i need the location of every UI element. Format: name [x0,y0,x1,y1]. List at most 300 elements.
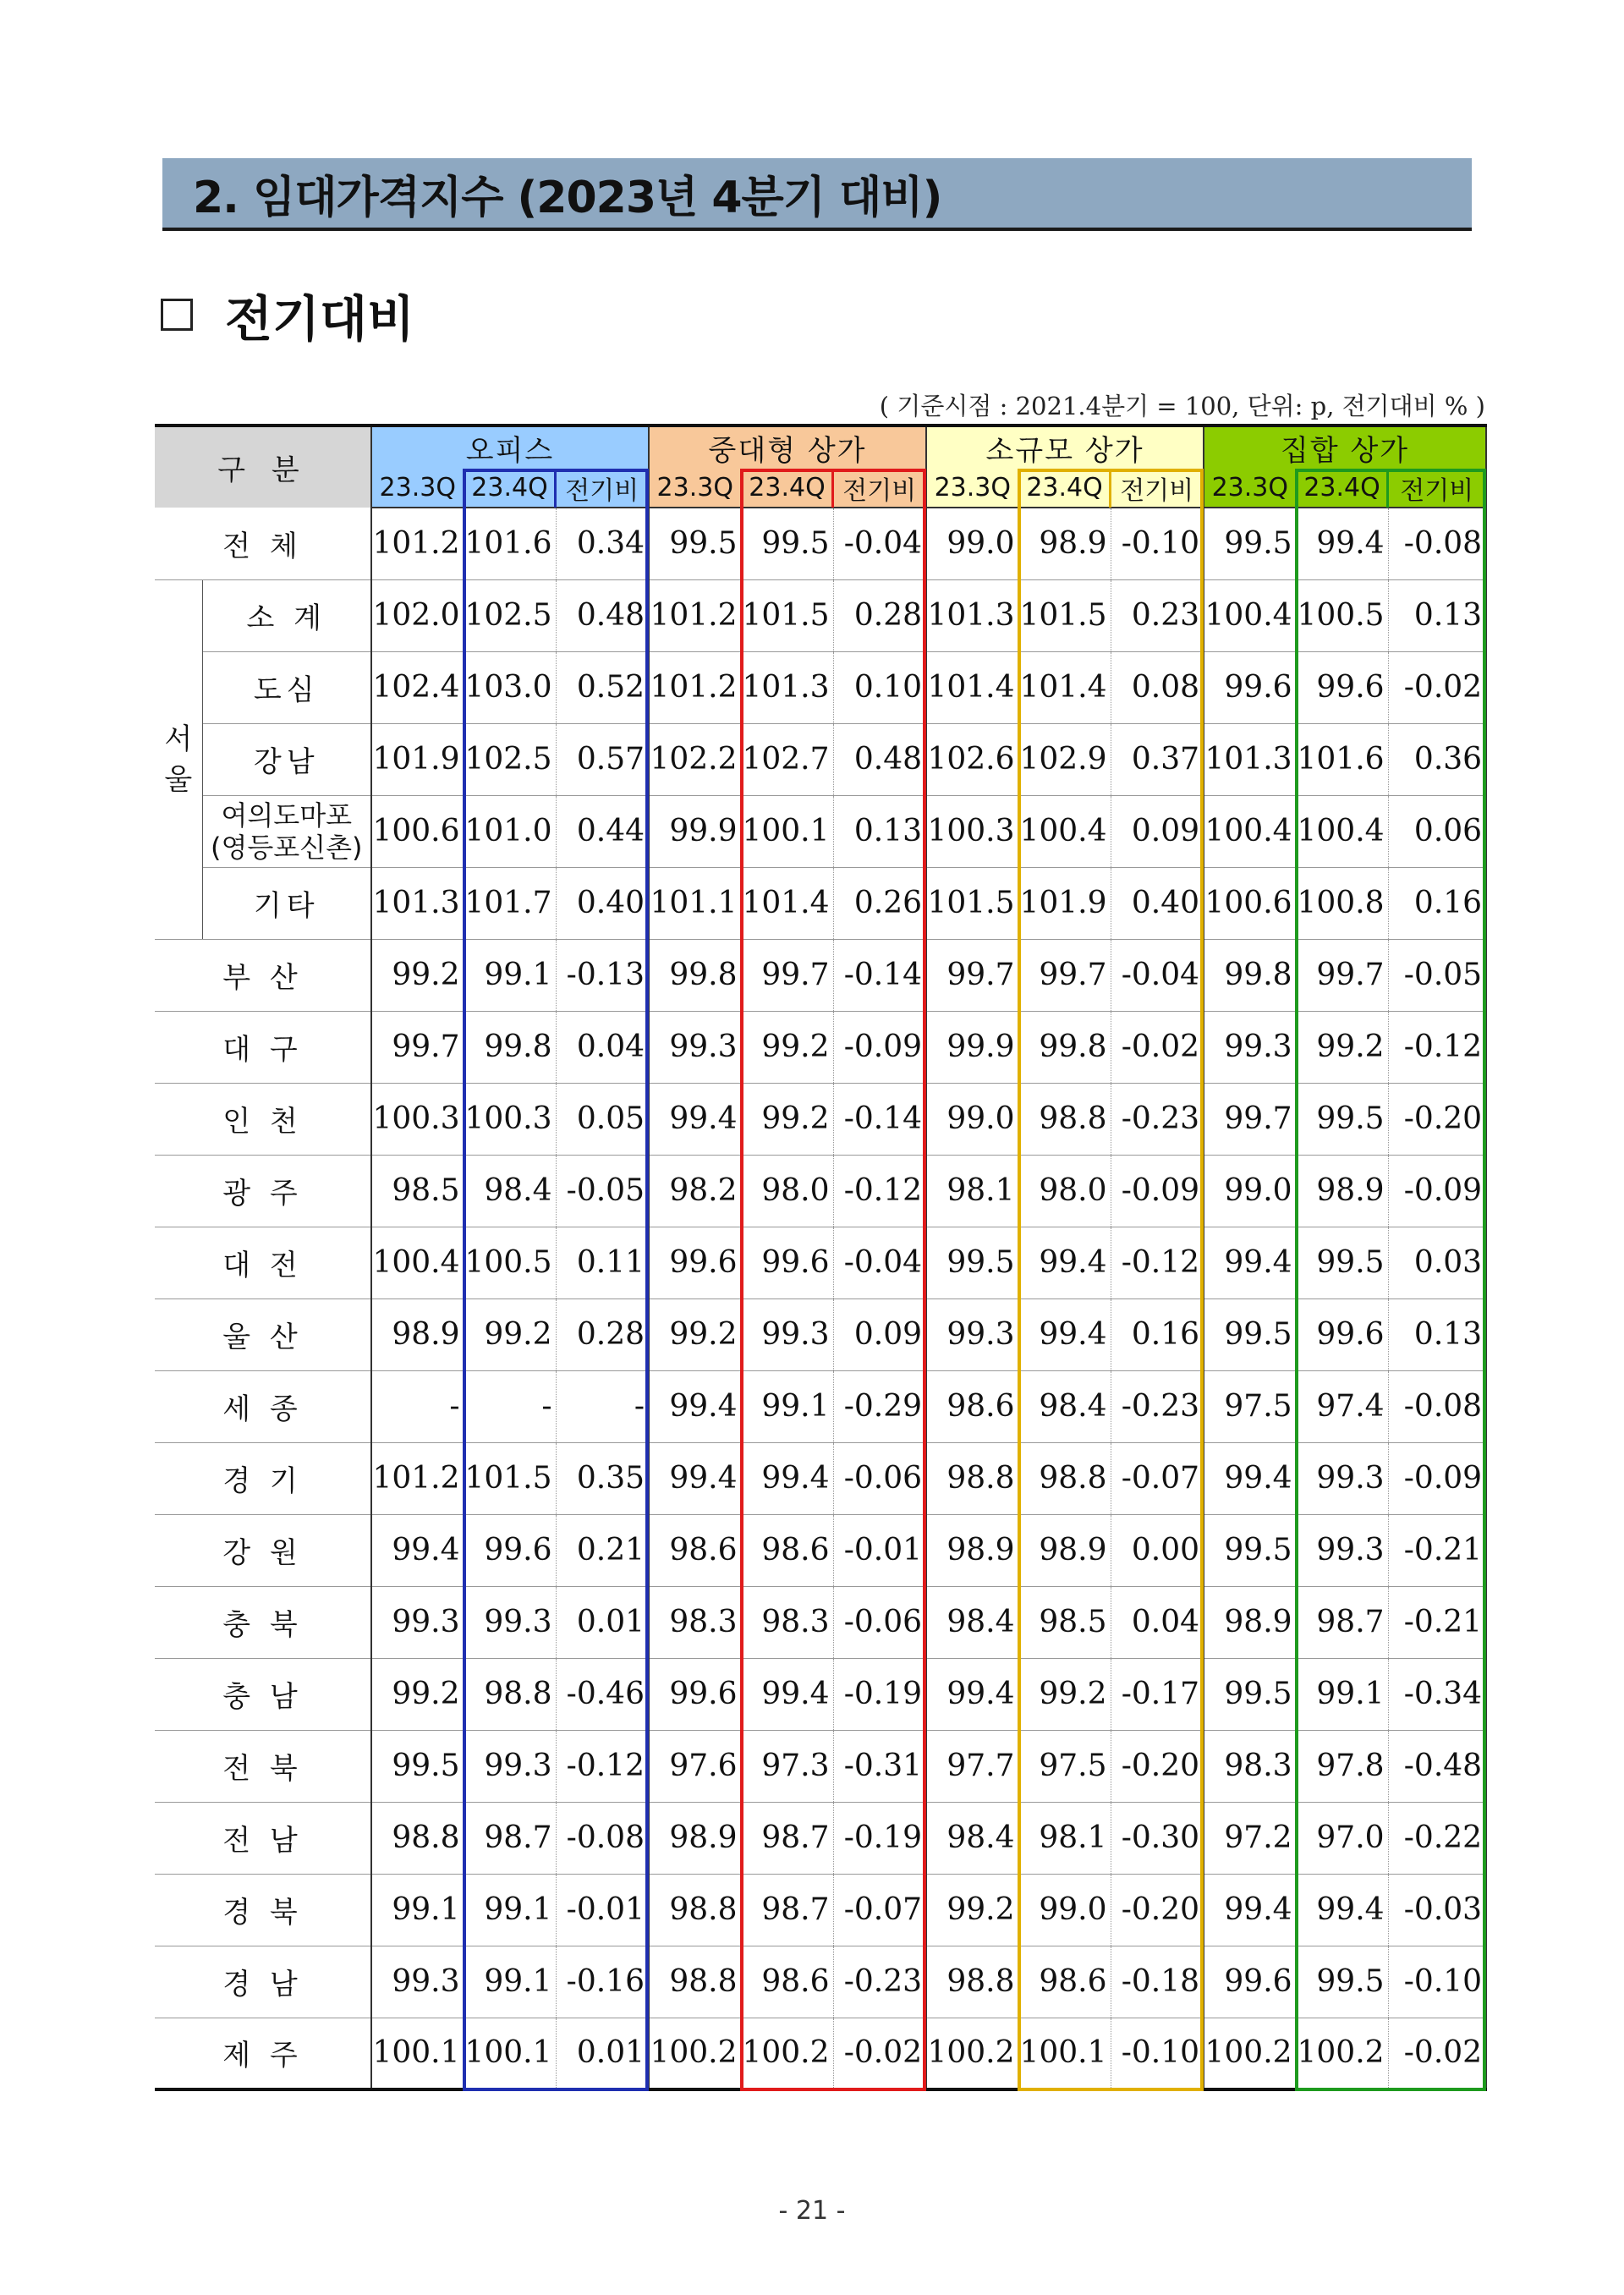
value-cell: 101.2 [649,651,741,723]
value-cell: 99.4 [649,1370,741,1442]
value-cell: 99.4 [371,1514,464,1586]
value-cell: -0.20 [1111,1874,1204,1946]
value-cell: 99.1 [1296,1658,1388,1730]
value-cell: 99.2 [741,1083,833,1155]
row-label: 광 주 [155,1155,371,1227]
value-cell: 99.8 [464,1011,556,1083]
value-cell: 99.5 [1296,1227,1388,1298]
value-cell: 100.6 [1204,867,1296,939]
value-cell: 0.37 [1111,723,1204,795]
value-cell: -0.12 [556,1730,649,1802]
value-cell: -0.08 [1388,1370,1486,1442]
row-label: 강 원 [155,1514,371,1586]
value-cell: -0.04 [1111,939,1204,1011]
value-cell: 100.5 [464,1227,556,1298]
value-cell: 102.5 [464,723,556,795]
value-cell: 99.7 [1296,939,1388,1011]
value-cell: 0.21 [556,1514,649,1586]
value-cell: 100.4 [1296,795,1388,867]
value-cell: 100.4 [371,1227,464,1298]
table-row [155,795,1486,867]
value-cell: -0.30 [1111,1802,1204,1874]
value-cell: 99.7 [1204,1083,1296,1155]
value-cell: 101.5 [926,867,1018,939]
value-cell: 0.23 [1111,579,1204,651]
value-cell: - [464,1370,556,1442]
row-label: 충 북 [155,1586,371,1658]
value-cell: 98.9 [1018,1514,1111,1586]
value-cell: 100.4 [1204,579,1296,651]
value-cell: 0.40 [556,867,649,939]
value-cell: 98.1 [1018,1802,1111,1874]
value-cell: -0.01 [833,1514,926,1586]
value-cell: 0.10 [833,651,926,723]
subcol-header: 23.4Q [1018,469,1111,508]
table-row [155,579,1486,651]
value-cell: -0.08 [556,1802,649,1874]
row-label: 경 기 [155,1442,371,1514]
value-cell: 99.2 [371,939,464,1011]
value-cell: -0.17 [1111,1658,1204,1730]
row-label: 소 계 [202,579,371,651]
value-cell: 99.0 [926,1083,1018,1155]
value-cell: 100.3 [371,1083,464,1155]
table-row [155,508,1486,579]
value-cell: 0.57 [556,723,649,795]
value-cell: 0.03 [1388,1227,1486,1298]
value-cell: -0.12 [1111,1227,1204,1298]
value-cell: 98.8 [1018,1083,1111,1155]
value-cell: 98.9 [1296,1155,1388,1227]
value-cell: 98.6 [649,1514,741,1586]
value-cell: 98.9 [371,1298,464,1370]
value-cell: 101.6 [1296,723,1388,795]
value-cell: 99.5 [1204,1298,1296,1370]
subcol-header: 전기비 [833,469,926,508]
subcol-header: 전기비 [1388,469,1486,508]
value-cell: 99.3 [926,1298,1018,1370]
value-cell: 98.8 [926,1442,1018,1514]
value-cell: 99.4 [926,1658,1018,1730]
value-cell: 99.0 [926,508,1018,579]
value-cell: 0.13 [833,795,926,867]
value-cell: 99.5 [1296,1946,1388,2018]
table-row [155,1658,1486,1730]
value-cell: 100.2 [1204,2018,1296,2089]
table-row [155,1011,1486,1083]
row-label: 경 북 [155,1874,371,1946]
value-cell: 0.34 [556,508,649,579]
value-cell: 0.16 [1388,867,1486,939]
value-cell: 102.0 [371,579,464,651]
value-cell: 101.3 [371,867,464,939]
table-row [155,1946,1486,2018]
row-label: 여의도마포 (영등포신촌) [202,795,371,867]
value-cell: 99.4 [1018,1298,1111,1370]
subcol-header: 전기비 [1111,469,1204,508]
value-cell: 99.6 [1204,651,1296,723]
value-cell: 98.7 [741,1802,833,1874]
value-cell: 97.2 [1204,1802,1296,1874]
value-cell: - [556,1370,649,1442]
row-label: 울 산 [155,1298,371,1370]
value-cell: 97.0 [1296,1802,1388,1874]
row-label: 전 체 [155,508,371,579]
value-cell: 99.6 [464,1514,556,1586]
value-cell: 101.4 [741,867,833,939]
value-cell: 99.8 [649,939,741,1011]
value-cell: 99.1 [371,1874,464,1946]
value-cell: -0.29 [833,1370,926,1442]
value-cell: 98.9 [649,1802,741,1874]
value-cell: 98.2 [649,1155,741,1227]
value-cell: -0.14 [833,939,926,1011]
value-cell: 99.2 [741,1011,833,1083]
subcol-header: 23.4Q [741,469,833,508]
value-cell: -0.20 [1111,1730,1204,1802]
value-cell: 0.26 [833,867,926,939]
value-cell: -0.21 [1388,1514,1486,1586]
value-cell: -0.10 [1111,2018,1204,2089]
value-cell: 100.8 [1296,867,1388,939]
value-cell: 98.4 [1018,1370,1111,1442]
value-cell: 99.4 [1296,1874,1388,1946]
value-cell: 0.08 [1111,651,1204,723]
table-row [155,1802,1486,1874]
value-cell: 0.05 [556,1083,649,1155]
value-cell: 100.2 [1296,2018,1388,2089]
value-cell: 99.3 [1296,1442,1388,1514]
value-cell: 101.1 [649,867,741,939]
value-cell: 98.8 [371,1802,464,1874]
value-cell: 98.7 [464,1802,556,1874]
value-cell: 101.5 [1018,579,1111,651]
value-cell: 99.5 [926,1227,1018,1298]
value-cell: 0.52 [556,651,649,723]
value-cell: 98.5 [371,1155,464,1227]
value-cell: -0.19 [833,1802,926,1874]
value-cell: 99.8 [1018,1011,1111,1083]
table-row [155,1370,1486,1442]
value-cell: 99.6 [649,1658,741,1730]
value-cell: 99.7 [371,1011,464,1083]
row-label: 제 주 [155,2018,371,2089]
value-cell: - [371,1370,464,1442]
value-cell: 98.3 [741,1586,833,1658]
subcol-header: 23.3Q [649,469,741,508]
value-cell: -0.05 [556,1155,649,1227]
value-cell: 100.3 [926,795,1018,867]
row-label: 세 종 [155,1370,371,1442]
value-cell: 101.4 [926,651,1018,723]
corner-label: 구 분 [155,426,371,508]
value-cell: -0.09 [1111,1155,1204,1227]
value-cell: 98.6 [741,1514,833,1586]
subheading-text: 전기대비 [225,290,415,348]
subcol-header: 23.4Q [464,469,556,508]
value-cell: 101.2 [649,579,741,651]
value-cell: -0.22 [1388,1802,1486,1874]
value-cell: 99.3 [649,1011,741,1083]
value-cell: 101.2 [371,508,464,579]
value-cell: 0.01 [556,2018,649,2089]
value-cell: 102.4 [371,651,464,723]
subcol-header: 전기비 [556,469,649,508]
value-cell: 99.6 [649,1227,741,1298]
value-cell: 100.4 [1018,795,1111,867]
value-cell: 99.5 [1204,1658,1296,1730]
value-cell: 98.8 [464,1658,556,1730]
value-cell: 99.3 [464,1586,556,1658]
value-cell: 99.5 [1204,1514,1296,1586]
value-cell: -0.21 [1388,1586,1486,1658]
value-cell: 101.3 [1204,723,1296,795]
value-cell: 0.44 [556,795,649,867]
value-cell: 99.2 [649,1298,741,1370]
value-cell: -0.06 [833,1442,926,1514]
row-label: 충 남 [155,1658,371,1730]
row-label: 전 북 [155,1730,371,1802]
value-cell: 101.3 [926,579,1018,651]
value-cell: 98.0 [741,1155,833,1227]
value-cell: 99.3 [1296,1514,1388,1586]
value-cell: -0.09 [833,1011,926,1083]
subcol-header: 23.3Q [371,469,464,508]
value-cell: 98.4 [926,1586,1018,1658]
value-cell: 0.01 [556,1586,649,1658]
value-cell: 99.3 [464,1730,556,1802]
value-cell: 101.7 [464,867,556,939]
value-cell: -0.48 [1388,1730,1486,1802]
value-cell: 99.5 [1296,1083,1388,1155]
value-cell: 98.9 [1204,1586,1296,1658]
value-cell: 99.9 [649,795,741,867]
row-label: 전 남 [155,1802,371,1874]
subcol-header: 23.4Q [1296,469,1388,508]
row-label: 대 전 [155,1227,371,1298]
value-cell: 97.6 [649,1730,741,1802]
value-cell: 98.8 [926,1946,1018,2018]
value-cell: 101.0 [464,795,556,867]
value-cell: 97.4 [1296,1370,1388,1442]
unit-note: ( 기준시점 : 2021.4분기 = 100, 단위: p, 전기대비 % ) [879,392,1485,420]
value-cell: 100.1 [1018,2018,1111,2089]
value-cell: 99.4 [1018,1227,1111,1298]
table-row [155,1083,1486,1155]
value-cell: 99.4 [1204,1874,1296,1946]
value-cell: 101.9 [1018,867,1111,939]
value-cell: 103.0 [464,651,556,723]
value-cell: 98.8 [1018,1442,1111,1514]
section-title: 2. 임대가격지수 (2023년 4분기 대비) [193,172,942,223]
value-cell: 0.40 [1111,867,1204,939]
value-cell: 101.9 [371,723,464,795]
value-cell: -0.09 [1388,1442,1486,1514]
value-cell: 99.1 [464,939,556,1011]
table-row [155,723,1486,795]
value-cell: 99.8 [1204,939,1296,1011]
value-cell: -0.08 [1388,508,1486,579]
value-cell: -0.19 [833,1658,926,1730]
value-cell: 99.1 [464,1946,556,2018]
value-cell: 99.2 [464,1298,556,1370]
value-cell: 99.2 [926,1874,1018,1946]
table-row [155,1514,1486,1586]
value-cell: -0.02 [1388,2018,1486,2089]
value-cell: 99.7 [741,939,833,1011]
value-cell: 98.8 [649,1946,741,2018]
group-header: 소규모 상가 [926,426,1204,469]
value-cell: 97.7 [926,1730,1018,1802]
value-cell: -0.18 [1111,1946,1204,2018]
value-cell: 98.1 [926,1155,1018,1227]
value-cell: 99.7 [1018,939,1111,1011]
value-cell: 101.6 [464,508,556,579]
page-number: - 21 - [778,2196,846,2226]
value-cell: 0.48 [833,723,926,795]
value-cell: 98.8 [649,1874,741,1946]
table-row [155,1730,1486,1802]
table-row [155,867,1486,939]
value-cell: -0.04 [833,1227,926,1298]
value-cell: 99.3 [371,1946,464,2018]
value-cell: 0.13 [1388,1298,1486,1370]
section-title-bar [162,158,1472,231]
value-cell: -0.02 [1388,651,1486,723]
value-cell: 102.2 [649,723,741,795]
value-cell: -0.09 [1388,1155,1486,1227]
row-label: 도심 [202,651,371,723]
value-cell: 99.4 [741,1658,833,1730]
value-cell: 98.4 [464,1155,556,1227]
value-cell: 0.11 [556,1227,649,1298]
value-cell: 0.09 [1111,795,1204,867]
group-header: 오피스 [371,426,649,469]
value-cell: 99.1 [464,1874,556,1946]
value-cell: 99.4 [1204,1442,1296,1514]
value-cell: -0.10 [1388,1946,1486,2018]
value-cell: 100.2 [926,2018,1018,2089]
value-cell: 0.06 [1388,795,1486,867]
value-cell: 102.6 [926,723,1018,795]
table-row [155,1298,1486,1370]
value-cell: 0.00 [1111,1514,1204,1586]
value-cell: 101.5 [464,1442,556,1514]
value-cell: 100.5 [1296,579,1388,651]
value-cell: 98.7 [741,1874,833,1946]
value-cell: 99.5 [1204,508,1296,579]
row-label: 부 산 [155,939,371,1011]
value-cell: -0.46 [556,1658,649,1730]
value-cell: -0.12 [833,1155,926,1227]
table-row [155,2018,1486,2089]
value-cell: -0.02 [1111,1011,1204,1083]
row-label: 강남 [202,723,371,795]
value-cell: 99.4 [1296,508,1388,579]
row-label: 인 천 [155,1083,371,1155]
value-cell: 0.13 [1388,579,1486,651]
value-cell: 100.6 [371,795,464,867]
value-cell: 99.5 [371,1730,464,1802]
value-cell: 0.16 [1111,1298,1204,1370]
value-cell: -0.05 [1388,939,1486,1011]
value-cell: 98.3 [1204,1730,1296,1802]
value-cell: 0.36 [1388,723,1486,795]
table-row [155,1155,1486,1227]
value-cell: 100.2 [741,2018,833,2089]
value-cell: 0.09 [833,1298,926,1370]
value-cell: 0.28 [833,579,926,651]
value-cell: 97.5 [1204,1370,1296,1442]
value-cell: -0.23 [1111,1370,1204,1442]
value-cell: -0.06 [833,1586,926,1658]
seoul-label: 서 울 [155,579,202,939]
value-cell: 98.5 [1018,1586,1111,1658]
value-cell: 100.1 [464,2018,556,2089]
value-cell: 0.28 [556,1298,649,1370]
value-cell: 99.1 [741,1370,833,1442]
value-cell: 97.3 [741,1730,833,1802]
value-cell: 99.2 [1296,1011,1388,1083]
value-cell: 0.35 [556,1442,649,1514]
value-cell: 99.6 [1296,1298,1388,1370]
value-cell: 99.6 [741,1227,833,1298]
value-cell: 98.7 [1296,1586,1388,1658]
value-cell: -0.03 [1388,1874,1486,1946]
value-cell: 98.0 [1018,1155,1111,1227]
value-cell: -0.14 [833,1083,926,1155]
table-row [155,1227,1486,1298]
value-cell: 97.8 [1296,1730,1388,1802]
value-cell: -0.04 [833,508,926,579]
value-cell: 98.9 [1018,508,1111,579]
value-cell: 98.6 [1018,1946,1111,2018]
value-cell: -0.10 [1111,508,1204,579]
value-cell: -0.23 [833,1946,926,2018]
value-cell: 98.4 [926,1802,1018,1874]
value-cell: 99.7 [926,939,1018,1011]
value-cell: -0.34 [1388,1658,1486,1730]
value-cell: 0.04 [556,1011,649,1083]
value-cell: 99.6 [1296,651,1388,723]
group-header: 중대형 상가 [649,426,926,469]
value-cell: 99.3 [1204,1011,1296,1083]
value-cell: 99.4 [649,1442,741,1514]
value-cell: 102.5 [464,579,556,651]
value-cell: 97.5 [1018,1730,1111,1802]
value-cell: 100.1 [371,2018,464,2089]
value-cell: 99.5 [741,508,833,579]
value-cell: 0.48 [556,579,649,651]
value-cell: -0.12 [1388,1011,1486,1083]
value-cell: 99.3 [741,1298,833,1370]
value-cell: 100.1 [741,795,833,867]
row-label: 기타 [202,867,371,939]
row-label: 경 남 [155,1946,371,2018]
subcol-header: 23.3Q [926,469,1018,508]
table-row [155,1874,1486,1946]
subcol-header: 23.3Q [1204,469,1296,508]
value-cell: 98.9 [926,1514,1018,1586]
value-cell: 101.2 [371,1442,464,1514]
value-cell: 101.3 [741,651,833,723]
value-cell: -0.31 [833,1730,926,1802]
value-cell: 101.4 [1018,651,1111,723]
value-cell: 101.5 [741,579,833,651]
value-cell: -0.07 [1111,1442,1204,1514]
value-cell: -0.07 [833,1874,926,1946]
value-cell: 99.3 [371,1586,464,1658]
